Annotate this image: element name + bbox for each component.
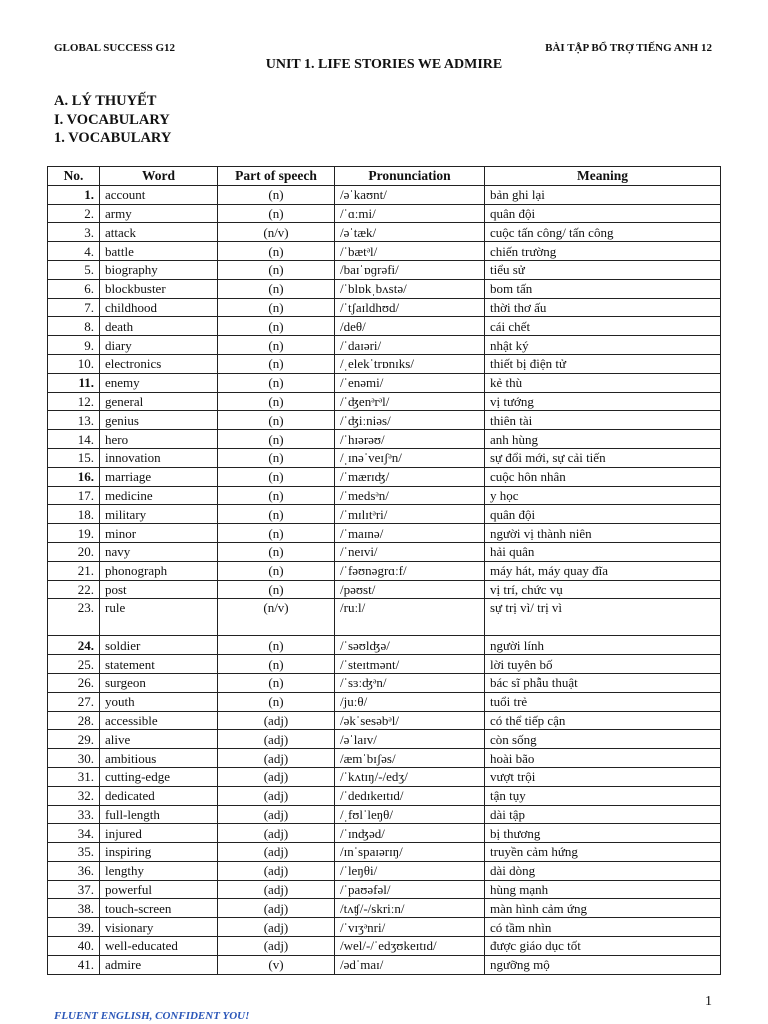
cell-pronunciation: /ˈpaʊəfəl/ <box>335 880 485 899</box>
cell-number: 5. <box>48 260 100 279</box>
cell-number: 6. <box>48 279 100 298</box>
cell-pronunciation: /ˈblɒkˌbʌstə/ <box>335 279 485 298</box>
cell-meaning: cuộc tấn công/ tấn công <box>485 223 721 242</box>
cell-word: injured <box>100 824 218 843</box>
cell-number: 8. <box>48 317 100 336</box>
cell-word: enemy <box>100 373 218 392</box>
cell-pronunciation: /ˈmedsᵊn/ <box>335 486 485 505</box>
table-row <box>48 805 721 824</box>
cell-meaning: truyền cảm hứng <box>485 843 721 862</box>
cell-part-of-speech: (adj) <box>218 805 335 824</box>
cell-word: blockbuster <box>100 279 218 298</box>
cell-word: hero <box>100 430 218 449</box>
table-row <box>48 336 721 355</box>
cell-meaning: được giáo dục tốt <box>485 937 721 956</box>
cell-word: army <box>100 204 218 223</box>
cell-meaning: hùng mạnh <box>485 880 721 899</box>
cell-part-of-speech: (n/v) <box>218 599 335 636</box>
table-row <box>48 711 721 730</box>
cell-part-of-speech: (adj) <box>218 918 335 937</box>
cell-part-of-speech: (n) <box>218 467 335 486</box>
cell-pronunciation: /æmˈbɪʃəs/ <box>335 749 485 768</box>
cell-word: innovation <box>100 448 218 467</box>
cell-pronunciation: /deθ/ <box>335 317 485 336</box>
table-row <box>48 542 721 561</box>
cell-part-of-speech: (n) <box>218 373 335 392</box>
cell-number: 28. <box>48 711 100 730</box>
col-header-pronunciation: Pronunciation <box>335 167 485 186</box>
table-row <box>48 411 721 430</box>
col-header-word: Word <box>100 167 218 186</box>
cell-number: 26. <box>48 673 100 692</box>
vocabulary-table-body <box>48 185 721 974</box>
cell-meaning: thời thơ ấu <box>485 298 721 317</box>
cell-number: 15. <box>48 448 100 467</box>
cell-part-of-speech: (adj) <box>218 937 335 956</box>
table-row <box>48 580 721 599</box>
cell-meaning: quân đội <box>485 505 721 524</box>
cell-word: full-length <box>100 805 218 824</box>
cell-number: 11. <box>48 373 100 392</box>
cell-meaning: quân đội <box>485 204 721 223</box>
cell-word: post <box>100 580 218 599</box>
cell-number: 23. <box>48 599 100 636</box>
cell-part-of-speech: (n) <box>218 486 335 505</box>
cell-word: death <box>100 317 218 336</box>
cell-part-of-speech: (adj) <box>218 730 335 749</box>
table-row <box>48 486 721 505</box>
cell-number: 18. <box>48 505 100 524</box>
cell-meaning: chiến trường <box>485 242 721 261</box>
cell-word: general <box>100 392 218 411</box>
cell-pronunciation: /ˈvɪʒᵊnri/ <box>335 918 485 937</box>
table-row <box>48 279 721 298</box>
cell-pronunciation: /ˈtʃaɪldhʊd/ <box>335 298 485 317</box>
cell-number: 22. <box>48 580 100 599</box>
cell-word: touch-screen <box>100 899 218 918</box>
cell-word: surgeon <box>100 673 218 692</box>
cell-pronunciation: /ədˈmaɪ/ <box>335 955 485 974</box>
cell-pronunciation: /əkˈsesəbᵊl/ <box>335 711 485 730</box>
cell-meaning: ngưỡng mộ <box>485 955 721 974</box>
cell-pronunciation: /ˈkʌtɪŋ/-/edʒ/ <box>335 767 485 786</box>
cell-part-of-speech: (adj) <box>218 880 335 899</box>
cell-number: 17. <box>48 486 100 505</box>
cell-pronunciation: /ˈhɪərəʊ/ <box>335 430 485 449</box>
table-row <box>48 767 721 786</box>
cell-number: 10. <box>48 354 100 373</box>
cell-meaning: anh hùng <box>485 430 721 449</box>
cell-meaning: người vị thành niên <box>485 524 721 543</box>
table-row <box>48 692 721 711</box>
cell-meaning: dài tập <box>485 805 721 824</box>
cell-part-of-speech: (n) <box>218 448 335 467</box>
cell-word: accessible <box>100 711 218 730</box>
cell-meaning: thiết bị điện tử <box>485 354 721 373</box>
cell-pronunciation: /ˈɑːmi/ <box>335 204 485 223</box>
cell-part-of-speech: (adj) <box>218 861 335 880</box>
cell-number: 39. <box>48 918 100 937</box>
cell-meaning: thiên tài <box>485 411 721 430</box>
cell-word: phonograph <box>100 561 218 580</box>
cell-pronunciation: /juːθ/ <box>335 692 485 711</box>
cell-pronunciation: /ˈsəʊlʤə/ <box>335 636 485 655</box>
cell-word: battle <box>100 242 218 261</box>
cell-number: 37. <box>48 880 100 899</box>
cell-word: well-educated <box>100 937 218 956</box>
cell-pronunciation: /ˈenəmi/ <box>335 373 485 392</box>
cell-word: medicine <box>100 486 218 505</box>
cell-number: 9. <box>48 336 100 355</box>
table-row <box>48 749 721 768</box>
cell-part-of-speech: (n) <box>218 279 335 298</box>
table-row <box>48 354 721 373</box>
cell-number: 12. <box>48 392 100 411</box>
cell-meaning: hải quân <box>485 542 721 561</box>
cell-meaning: cái chết <box>485 317 721 336</box>
cell-pronunciation: /ˌfʊlˈleŋθ/ <box>335 805 485 824</box>
cell-pronunciation: /ˌelekˈtrɒnɪks/ <box>335 354 485 373</box>
cell-word: ambitious <box>100 749 218 768</box>
cell-part-of-speech: (n) <box>218 580 335 599</box>
cell-part-of-speech: (n) <box>218 430 335 449</box>
cell-meaning: bác sĩ phẫu thuật <box>485 673 721 692</box>
cell-part-of-speech: (n) <box>218 524 335 543</box>
cell-word: childhood <box>100 298 218 317</box>
cell-meaning: máy hát, máy quay đĩa <box>485 561 721 580</box>
cell-part-of-speech: (n) <box>218 354 335 373</box>
cell-meaning: nhật ký <box>485 336 721 355</box>
cell-number: 25. <box>48 655 100 674</box>
cell-pronunciation: /baɪˈɒɡrəfi/ <box>335 260 485 279</box>
cell-number: 21. <box>48 561 100 580</box>
cell-part-of-speech: (adj) <box>218 786 335 805</box>
cell-part-of-speech: (n) <box>218 673 335 692</box>
col-header-part-of-speech: Part of speech <box>218 167 335 186</box>
cell-number: 3. <box>48 223 100 242</box>
section-vocabulary-heading: I. VOCABULARY <box>54 112 170 128</box>
cell-word: visionary <box>100 918 218 937</box>
cell-word: admire <box>100 955 218 974</box>
cell-meaning: tiểu sử <box>485 260 721 279</box>
table-row <box>48 561 721 580</box>
table-row <box>48 204 721 223</box>
cell-number: 34. <box>48 824 100 843</box>
cell-pronunciation: /ˈʤiːniəs/ <box>335 411 485 430</box>
cell-meaning: kẻ thù <box>485 373 721 392</box>
cell-part-of-speech: (adj) <box>218 711 335 730</box>
cell-number: 35. <box>48 843 100 862</box>
cell-word: minor <box>100 524 218 543</box>
cell-part-of-speech: (n) <box>218 505 335 524</box>
cell-part-of-speech: (n) <box>218 298 335 317</box>
cell-word: attack <box>100 223 218 242</box>
table-row <box>48 937 721 956</box>
table-row <box>48 242 721 261</box>
cell-meaning: sự trị vì/ trị vì <box>485 599 721 636</box>
cell-meaning: y học <box>485 486 721 505</box>
cell-pronunciation: /ˈdedɪkeɪtɪd/ <box>335 786 485 805</box>
subsection-vocabulary-heading: 1. VOCABULARY <box>54 130 172 146</box>
cell-word: military <box>100 505 218 524</box>
table-header-row <box>48 167 721 186</box>
cell-pronunciation: /ˈmaɪnə/ <box>335 524 485 543</box>
cell-part-of-speech: (n) <box>218 317 335 336</box>
cell-pronunciation: /ˈbætᵊl/ <box>335 242 485 261</box>
cell-pronunciation: /ˈʤenᵊrᵊl/ <box>335 392 485 411</box>
cell-pronunciation: /wel/-/ˈedʒʊkeɪtɪd/ <box>335 937 485 956</box>
cell-number: 27. <box>48 692 100 711</box>
cell-pronunciation: /ɪnˈspaɪərɪŋ/ <box>335 843 485 862</box>
table-row <box>48 880 721 899</box>
cell-number: 14. <box>48 430 100 449</box>
cell-word: genius <box>100 411 218 430</box>
cell-pronunciation: /ˈmærɪʤ/ <box>335 467 485 486</box>
table-row <box>48 843 721 862</box>
cell-word: cutting-edge <box>100 767 218 786</box>
cell-word: powerful <box>100 880 218 899</box>
cell-pronunciation: /ˈfəʊnəgrɑːf/ <box>335 561 485 580</box>
cell-number: 36. <box>48 861 100 880</box>
cell-meaning: màn hình cảm ứng <box>485 899 721 918</box>
cell-part-of-speech: (n) <box>218 636 335 655</box>
cell-word: marriage <box>100 467 218 486</box>
cell-number: 41. <box>48 955 100 974</box>
cell-part-of-speech: (n) <box>218 242 335 261</box>
table-row <box>48 918 721 937</box>
table-row <box>48 317 721 336</box>
cell-part-of-speech: (n/v) <box>218 223 335 242</box>
cell-part-of-speech: (n) <box>218 336 335 355</box>
cell-pronunciation: /əˈtæk/ <box>335 223 485 242</box>
vocabulary-table <box>47 166 721 975</box>
table-row <box>48 955 721 974</box>
cell-meaning: vị tướng <box>485 392 721 411</box>
cell-number: 1. <box>48 185 100 204</box>
cell-word: electronics <box>100 354 218 373</box>
cell-meaning: có thể tiếp cận <box>485 711 721 730</box>
cell-meaning: bị thương <box>485 824 721 843</box>
table-row <box>48 467 721 486</box>
cell-word: biography <box>100 260 218 279</box>
cell-number: 31. <box>48 767 100 786</box>
cell-part-of-speech: (n) <box>218 392 335 411</box>
cell-meaning: còn sống <box>485 730 721 749</box>
cell-part-of-speech: (n) <box>218 204 335 223</box>
cell-pronunciation: /əˈkaʊnt/ <box>335 185 485 204</box>
cell-number: 4. <box>48 242 100 261</box>
cell-word: account <box>100 185 218 204</box>
cell-meaning: có tầm nhìn <box>485 918 721 937</box>
cell-number: 38. <box>48 899 100 918</box>
table-row <box>48 636 721 655</box>
table-row <box>48 655 721 674</box>
cell-part-of-speech: (adj) <box>218 843 335 862</box>
cell-number: 32. <box>48 786 100 805</box>
col-header-no: No. <box>48 167 100 186</box>
cell-pronunciation: /ˌɪnəˈveɪʃᵊn/ <box>335 448 485 467</box>
cell-pronunciation: /tʌʧ/-/skriːn/ <box>335 899 485 918</box>
header-left: GLOBAL SUCCESS G12 <box>54 42 176 54</box>
cell-meaning: tận tụy <box>485 786 721 805</box>
table-row <box>48 505 721 524</box>
table-row <box>48 448 721 467</box>
cell-pronunciation: /ˈsɜːʤᵊn/ <box>335 673 485 692</box>
table-row <box>48 392 721 411</box>
cell-meaning: vị trí, chức vụ <box>485 580 721 599</box>
cell-meaning: bản ghi lại <box>485 185 721 204</box>
cell-part-of-speech: (adj) <box>218 899 335 918</box>
table-row <box>48 730 721 749</box>
cell-part-of-speech: (adj) <box>218 824 335 843</box>
cell-meaning: vượt trội <box>485 767 721 786</box>
cell-number: 13. <box>48 411 100 430</box>
cell-word: lengthy <box>100 861 218 880</box>
footer-slogan: FLUENT ENGLISH, CONFIDENT YOU! <box>54 1010 250 1022</box>
cell-meaning: hoài bão <box>485 749 721 768</box>
table-row <box>48 185 721 204</box>
cell-pronunciation: /əˈlaɪv/ <box>335 730 485 749</box>
cell-number: 16. <box>48 467 100 486</box>
cell-number: 2. <box>48 204 100 223</box>
table-row <box>48 223 721 242</box>
header-right: BÀI TẬP BỔ TRỢ TIẾNG ANH 12 <box>545 42 712 54</box>
table-row <box>48 599 721 636</box>
cell-number: 29. <box>48 730 100 749</box>
cell-word: inspiring <box>100 843 218 862</box>
table-row <box>48 861 721 880</box>
cell-pronunciation: /ˈɪnʤəd/ <box>335 824 485 843</box>
cell-pronunciation: /ruːl/ <box>335 599 485 636</box>
unit-title: UNIT 1. LIFE STORIES WE ADMIRE <box>265 57 503 72</box>
cell-meaning: bom tấn <box>485 279 721 298</box>
cell-part-of-speech: (n) <box>218 260 335 279</box>
cell-meaning: sự đổi mới, sự cải tiến <box>485 448 721 467</box>
cell-pronunciation: /pəʊst/ <box>335 580 485 599</box>
cell-part-of-speech: (n) <box>218 411 335 430</box>
table-row <box>48 786 721 805</box>
cell-word: statement <box>100 655 218 674</box>
cell-meaning: dài dòng <box>485 861 721 880</box>
cell-number: 30. <box>48 749 100 768</box>
col-header-meaning: Meaning <box>485 167 721 186</box>
table-row <box>48 899 721 918</box>
cell-word: soldier <box>100 636 218 655</box>
table-row <box>48 373 721 392</box>
cell-word: rule <box>100 599 218 636</box>
table-row <box>48 430 721 449</box>
cell-part-of-speech: (n) <box>218 542 335 561</box>
cell-word: youth <box>100 692 218 711</box>
cell-pronunciation: /ˈdaɪəri/ <box>335 336 485 355</box>
cell-word: dedicated <box>100 786 218 805</box>
cell-pronunciation: /ˈleŋθi/ <box>335 861 485 880</box>
cell-number: 20. <box>48 542 100 561</box>
table-row <box>48 524 721 543</box>
cell-pronunciation: /ˈmɪlɪtᵊri/ <box>335 505 485 524</box>
section-theory-heading: A. LÝ THUYẾT <box>54 93 157 109</box>
cell-part-of-speech: (adj) <box>218 767 335 786</box>
cell-word: navy <box>100 542 218 561</box>
cell-number: 7. <box>48 298 100 317</box>
cell-number: 24. <box>48 636 100 655</box>
cell-pronunciation: /ˈneɪvi/ <box>335 542 485 561</box>
cell-number: 33. <box>48 805 100 824</box>
cell-meaning: người lính <box>485 636 721 655</box>
cell-word: diary <box>100 336 218 355</box>
table-row <box>48 298 721 317</box>
page-number: 1 <box>705 994 712 1009</box>
cell-meaning: lời tuyên bố <box>485 655 721 674</box>
cell-part-of-speech: (n) <box>218 655 335 674</box>
cell-part-of-speech: (adj) <box>218 749 335 768</box>
table-row <box>48 673 721 692</box>
cell-word: alive <box>100 730 218 749</box>
cell-pronunciation: /ˈsteɪtmənt/ <box>335 655 485 674</box>
table-row <box>48 260 721 279</box>
cell-part-of-speech: (n) <box>218 692 335 711</box>
cell-meaning: cuộc hôn nhân <box>485 467 721 486</box>
cell-part-of-speech: (v) <box>218 955 335 974</box>
table-row <box>48 824 721 843</box>
cell-number: 19. <box>48 524 100 543</box>
cell-meaning: tuổi trẻ <box>485 692 721 711</box>
cell-number: 40. <box>48 937 100 956</box>
cell-part-of-speech: (n) <box>218 185 335 204</box>
cell-part-of-speech: (n) <box>218 561 335 580</box>
